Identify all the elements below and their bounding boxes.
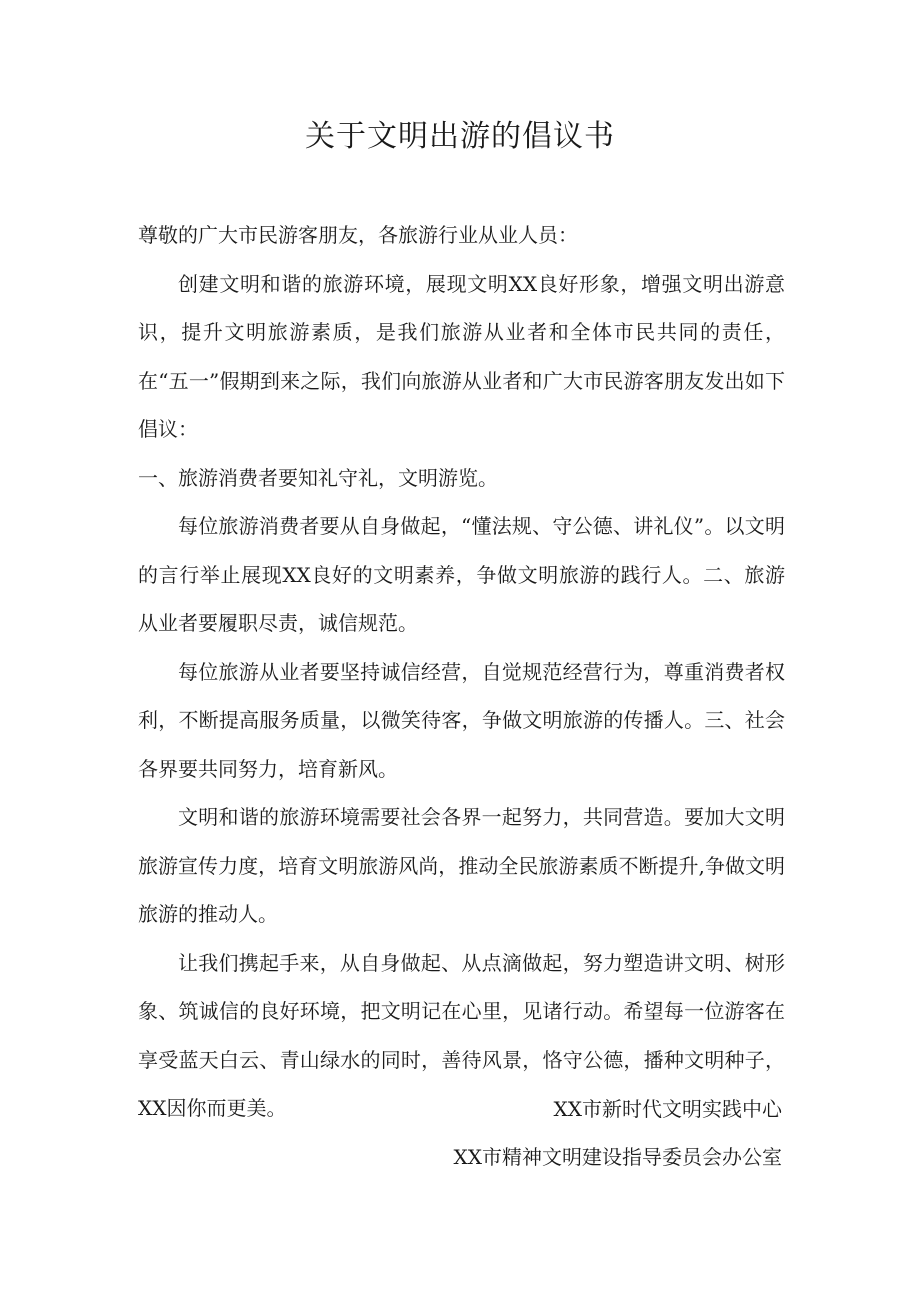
- paragraph-closing: 让我们携起手来，从自身做起、从点滴做起，努力塑造讲文明、树形象、筑诚信的良好环境，把文明记在心里，见诸行动。希望每一位游客在享受蓝天白云、青山绿水的同时，善待风景，恪守公德，播种文明种子，XX因你而更美。: [138, 950, 785, 1120]
- paragraph-society: 文明和谐的旅游环境需要社会各界一起努力，共同营造。要加大文明旅游宣传力度，培育文明旅游风尚，推动全民旅游素质不断提升,争做文明旅游的推动人。: [138, 805, 785, 926]
- document-body: [138, 211, 785, 1133]
- salutation: 尊敬的广大市民游客朋友，各旅游行业从业人员：: [138, 223, 578, 247]
- signature-line: XX市新时代文明实践中心: [553, 1097, 782, 1121]
- paragraph-intro: 创建文明和谐的旅游环境，展现文明XX良好形象，增强文明出游意识，提升文明旅游素质，是我们旅游从业者和全体市民共同的责任，在“五一”假期到来之际，我们向旅游从业者和广大市民游客朋友发出如下倡议：: [138, 271, 785, 441]
- document-title: 关于文明出游的倡议书: [305, 119, 615, 154]
- paragraph-practitioners: 每位旅游从业者要坚持诚信经营，自觉规范经营行为，尊重消费者权利，不断提高服务质量，以微笑待客，争做文明旅游的传播人。三、社会各界要共同努力，培育新风。: [138, 659, 785, 781]
- paragraph-consumers: 每位旅游消费者要从自身做起，“懂法规、守公德、讲礼仪”。以文明的言行举止展现XX良好的文明素养，争做文明旅游的践行人。二、旅游从业者要履职尽责，诚信规范。: [138, 514, 785, 635]
- signature-line: XX市精神文明建设指导委员会办公室: [453, 1145, 782, 1169]
- section-heading-1: 一、旅游消费者要知礼守礼，文明游览。: [138, 465, 498, 490]
- signature-block: [454, 1085, 782, 1181]
